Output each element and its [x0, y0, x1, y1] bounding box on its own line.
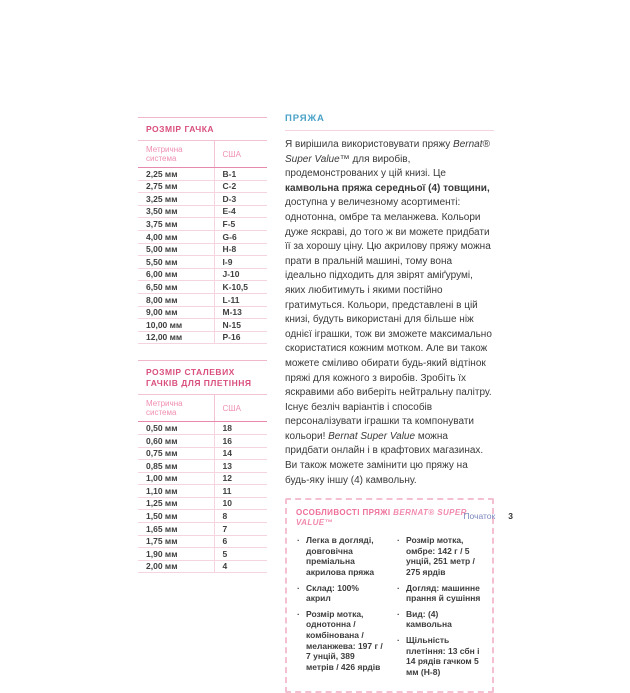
table-row: [138, 460, 267, 473]
feature-item: · Розмір мотка, омбре: 142 г / 5 унцій, 251 метр / 275 ярдів: [396, 535, 483, 577]
steel-hook-size-table: [138, 360, 267, 573]
page-number: 3: [508, 511, 513, 521]
steel-table-col-us: США: [214, 395, 267, 422]
steel-table-title-row: [138, 361, 267, 395]
table-row: [138, 281, 267, 294]
features-left-list: [296, 535, 383, 682]
metric-size-cell: 5,00 мм: [138, 243, 214, 256]
metric-size-cell: 0,60 мм: [138, 434, 214, 447]
table-row: [138, 193, 267, 206]
features-box-title-prefix: ОСОБЛИВОСТІ ПРЯЖІ: [296, 508, 394, 518]
table-row: [138, 256, 267, 269]
metric-size-cell: 1,65 мм: [138, 523, 214, 536]
steel-table-header-row: [138, 395, 267, 422]
us-size-cell: B-1: [214, 168, 267, 181]
metric-size-cell: 3,75 мм: [138, 218, 214, 231]
feature-item: · Догляд: машинне прання й сушіння: [396, 583, 483, 604]
hook-size-table: [138, 117, 267, 344]
steel-table-title: РОЗМІР СТАЛЕВИХ ГАЧКІВ ДЛЯ ПЛЕТІННЯ: [138, 361, 267, 395]
us-size-cell: H-8: [214, 243, 267, 256]
table-row: [138, 180, 267, 193]
us-size-cell: 13: [214, 460, 267, 473]
metric-size-cell: 5,50 мм: [138, 256, 214, 269]
us-size-cell: 7: [214, 523, 267, 536]
us-size-cell: K-10,5: [214, 281, 267, 294]
table-row: [138, 331, 267, 344]
metric-size-cell: 1,25 мм: [138, 497, 214, 510]
metric-size-cell: 0,85 мм: [138, 460, 214, 473]
table-row: [138, 497, 267, 510]
table-row: [138, 306, 267, 319]
table-row: [138, 523, 267, 536]
metric-size-cell: 0,50 мм: [138, 422, 214, 435]
size-tables-column: [138, 117, 267, 573]
hook-table-title-row: [138, 118, 267, 141]
table-row: [138, 422, 267, 435]
table-row: [138, 268, 267, 281]
us-size-cell: D-3: [214, 193, 267, 206]
metric-size-cell: 1,00 мм: [138, 472, 214, 485]
paragraph-segment: доступна у величезному асортименті: однотонна, омбре та меланжева. Кольори дуже яскраві, до того ж ви можете придбати її за хорошу ціну. Цю акрилову пряжу можна прати в пральній машині, тому вона ідеально підходить для звірят аміґурумі, яких любитимуть і якими постійно гратимуться. Кольори, представлені в цій книзі, будуть використані для більше ніж однієї іграшки, тож ви зможете максимально скористатися кожним мотком. Але ви також можете сміливо обирати будь-який відтінок пряжі для кожного з виробів. Зробіть їх яскравими або виберіть нейтральну палітру. Існує безліч варіантів і способів персоналізувати іграшки та компонувати кольори!: [285, 197, 492, 442]
hook-table-col-metric: Метрична система: [138, 141, 214, 168]
us-size-cell: 4: [214, 560, 267, 573]
table-row: [138, 168, 267, 181]
us-size-cell: 11: [214, 485, 267, 498]
metric-size-cell: 4,00 мм: [138, 230, 214, 243]
table-row: [138, 218, 267, 231]
table-row: [138, 447, 267, 460]
feature-item: · Розмір мотка, однотонна / комбінована / меланжева: 197 г / 7 унцій, 389 метрів / 426 ярдів: [296, 609, 383, 673]
us-size-cell: 18: [214, 422, 267, 435]
table-row: [138, 560, 267, 573]
metric-size-cell: 0,75 мм: [138, 447, 214, 460]
table-row: [138, 293, 267, 306]
metric-size-cell: 6,00 мм: [138, 268, 214, 281]
us-size-cell: P-16: [214, 331, 267, 344]
us-size-cell: 16: [214, 434, 267, 447]
hook-table-title: РОЗМІР ГАЧКА: [138, 118, 267, 141]
paragraph-segment: Bernat® Super Value™: [285, 139, 490, 165]
us-size-cell: J-10: [214, 268, 267, 281]
us-size-cell: 10: [214, 497, 267, 510]
table-row: [138, 485, 267, 498]
metric-size-cell: 1,50 мм: [138, 510, 214, 523]
yarn-features-box: [285, 498, 494, 693]
metric-size-cell: 9,00 мм: [138, 306, 214, 319]
metric-size-cell: 12,00 мм: [138, 331, 214, 344]
paragraph-segment: для виробів, продемонстрованих у цій книзі. Це: [285, 153, 446, 180]
feature-item: · Вид: (4) камвольна: [396, 609, 483, 630]
us-size-cell: E-4: [214, 205, 267, 218]
metric-size-cell: 1,75 мм: [138, 535, 214, 548]
us-size-cell: F-5: [214, 218, 267, 231]
feature-item: · Легка в догляді, довговічна преміальна акрилова пряжа: [296, 535, 383, 577]
us-size-cell: 8: [214, 510, 267, 523]
metric-size-cell: 1,10 мм: [138, 485, 214, 498]
hook-table-header-row: [138, 141, 267, 168]
feature-item: · Склад: 100% акрил: [296, 583, 383, 604]
us-size-cell: 5: [214, 548, 267, 561]
us-size-cell: N-15: [214, 319, 267, 332]
table-row: [138, 319, 267, 332]
paragraph-segment: Я вирішила використовувати пряжу: [285, 139, 454, 150]
table-row: [138, 472, 267, 485]
yarn-paragraph: [285, 138, 494, 488]
metric-size-cell: 3,25 мм: [138, 193, 214, 206]
paragraph-segment: можна придбати онлайн і в крафтових магазинах. Ви також можете замінити цю пряжу на будь-яку іншу (4) камвольну.: [285, 430, 484, 486]
metric-size-cell: 10,00 мм: [138, 319, 214, 332]
feature-item: · Щільність плетіння: 13 сбн і 14 рядів гачком 5 мм (H-8): [396, 635, 483, 677]
table-row: [138, 230, 267, 243]
us-size-cell: M-13: [214, 306, 267, 319]
metric-size-cell: 6,50 мм: [138, 281, 214, 294]
metric-size-cell: 3,50 мм: [138, 205, 214, 218]
us-size-cell: I-9: [214, 256, 267, 269]
metric-size-cell: 1,90 мм: [138, 548, 214, 561]
us-size-cell: G-6: [214, 230, 267, 243]
us-size-cell: C-2: [214, 180, 267, 193]
yarn-section-heading: ПРЯЖА: [285, 113, 494, 131]
table-row: [138, 434, 267, 447]
us-size-cell: 14: [214, 447, 267, 460]
table-row: [138, 535, 267, 548]
table-row: [138, 243, 267, 256]
pattern-start-link[interactable]: Початок: [463, 511, 496, 521]
paragraph-segment: Bernat Super Value: [328, 430, 416, 442]
metric-size-cell: 2,75 мм: [138, 180, 214, 193]
us-size-cell: 12: [214, 472, 267, 485]
table-row: [138, 205, 267, 218]
features-columns: [296, 535, 483, 682]
metric-size-cell: 2,25 мм: [138, 168, 214, 181]
yarn-section: [285, 113, 494, 693]
paragraph-segment: камвольна пряжа середньої (4) товщини,: [285, 182, 490, 194]
metric-size-cell: 2,00 мм: [138, 560, 214, 573]
page-footer: [285, 511, 513, 521]
steel-table-col-metric: Метрична система: [138, 395, 214, 422]
table-row: [138, 548, 267, 561]
us-size-cell: L-11: [214, 293, 267, 306]
table-row: [138, 510, 267, 523]
features-right-list: [396, 535, 483, 682]
hook-table-col-us: США: [214, 141, 267, 168]
metric-size-cell: 8,00 мм: [138, 293, 214, 306]
us-size-cell: 6: [214, 535, 267, 548]
features-box-title-brand: BERNAT® SUPER VALUE™: [296, 508, 467, 528]
